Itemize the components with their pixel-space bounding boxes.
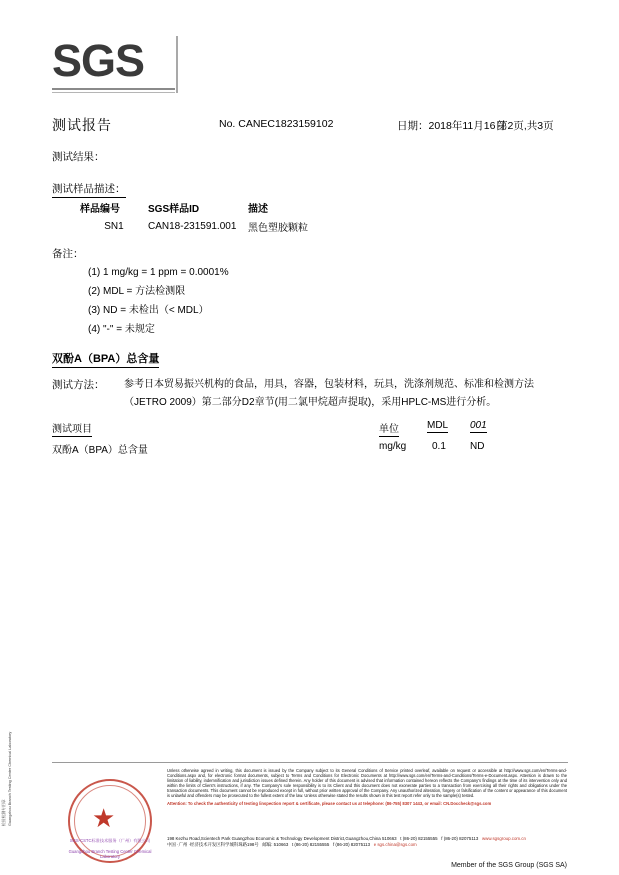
- bpa-section-heading: 双酚A（BPA）总含量: [52, 350, 159, 368]
- address-line-cn: [167, 842, 587, 848]
- member-line: Member of the SGS Group (SGS SA): [451, 862, 567, 869]
- address-en-tel: t (86-20) 82155555: [400, 836, 438, 841]
- cell-test-item: 双酚A（BPA）总含量: [52, 445, 148, 456]
- address-en-fax: f (86-20) 82075113: [441, 836, 479, 841]
- seal-top-text: SGS-CSTC标准技术服务（广州）有限公司: [69, 838, 151, 843]
- legal-disclaimer: [167, 768, 567, 806]
- sgs-logo-text: SGS: [52, 35, 145, 86]
- logo-vertical-bar: [176, 36, 178, 93]
- table-row: [80, 218, 388, 234]
- sample-description-heading: 测试样品描述：: [52, 181, 126, 198]
- seal-vertical-line-3: Guangzhou Branch Testing Center Chemical Laboratory: [8, 731, 12, 826]
- cell-description: 黑色塑胶颗粒: [248, 223, 308, 234]
- cell-sgs-id: CAN18-231591.001: [148, 221, 237, 232]
- list-item: (4) "-" = 未规定: [88, 324, 155, 335]
- address-cn-fax: f (86-20) 82075113: [332, 842, 371, 848]
- table-header-row: [80, 200, 388, 218]
- results-label: 测试结果：: [52, 151, 105, 163]
- test-method-label: 测试方法：: [52, 379, 105, 391]
- footer: [52, 768, 568, 860]
- test-method-text: 参考日本贸易振兴机构的食品，用具，容器，包装材料，玩具，洗涤剂规范、标准和检测方法（JETRO 2009）第二部分D2章节(用二氯甲烷超声提取)，采用HPLC-MS进行分析。: [124, 379, 534, 408]
- address-cn-mail: e sgs.china@sgs.com: [373, 842, 417, 848]
- result-table-row: [52, 441, 542, 457]
- report-date: 日期：2018年11月16日: [397, 120, 506, 132]
- column-header-mdl: MDL: [427, 420, 449, 431]
- seal-vertical-line-2: 检验检测专用章: [2, 799, 6, 826]
- attention-notice: Attention: To check the authenticity of testing /inspection report & certificate, please contact us at telephone: (86-755) 8307 1443, or email: CN.Doccheck@sgs.com: [167, 800, 492, 806]
- column-header-test-item: 测试项目: [52, 420, 92, 437]
- column-header-sgs-id: SGS样品ID: [148, 204, 200, 215]
- address-cn-zip: 邮编: 510663: [262, 842, 289, 848]
- address-en-web: www.sgsgroup.com.cn: [482, 836, 526, 841]
- result-table-header: [52, 420, 542, 436]
- cell-result: ND: [470, 441, 485, 452]
- official-seal-stamp: [62, 776, 154, 868]
- report-page-number: 第2页,共3页: [497, 120, 554, 132]
- remarks-title: 备注：: [52, 248, 84, 260]
- logo-divider: [52, 88, 175, 94]
- cell-sample-no: SN1: [104, 221, 124, 232]
- remarks-list: [88, 263, 229, 339]
- seal-vertical-line-1: [0, 748, 1, 826]
- list-item: (1) 1 mg/kg = 1 ppm = 0.0001%: [88, 267, 229, 278]
- cell-mdl: 0.1: [432, 441, 446, 452]
- column-header-sample-001: 001: [470, 420, 487, 431]
- footer-divider: [52, 762, 568, 763]
- column-header-unit: 单位: [379, 420, 399, 437]
- page-title: 测试报告: [52, 117, 112, 133]
- address-en-text: 198 Kezhu Road,Scientech Park Guangzhou Economic & Technology Development District,Guangzhou,China 510663: [167, 836, 397, 841]
- list-item: (2) MDL = 方法检测限: [88, 286, 186, 297]
- column-header-description: 描述: [248, 204, 268, 215]
- column-header-sample-no: 样品编号: [80, 204, 120, 215]
- sgs-logo: [52, 35, 182, 86]
- report-number: No. CANEC1823159102: [219, 118, 334, 130]
- address-cn-text: 中国 ·广州 ·经济技术开发区科学城科珠路198号: [167, 842, 259, 848]
- list-item: (3) ND = 未检出（< MDL）: [88, 305, 209, 316]
- address-cn-tel: t (86-20) 82155555: [291, 842, 330, 848]
- sample-description-table: [80, 200, 388, 234]
- footer-address: [167, 836, 587, 849]
- seal-bottom-text: Guangzhou Branch Testing Center Chemical Laboratory: [68, 849, 152, 859]
- cell-unit: mg/kg: [379, 441, 407, 452]
- legal-text: Unless otherwise agreed in writing, this document is issued by the Company subject to its General Conditions of Service printed overleaf, available on request or accessible at http://www.sgs.com/en/Terms-and-Conditions.aspx and, for electronic format documents, subject to Terms and Conditions for Electronic Documents at http://www.sgs.com/en/Terms-and-Conditions/Terms-e-Document.aspx. Attention is drawn to the limitation of liability, indemnification and jurisdiction issues defined therein. Any holder of this document is advised that information contained hereon reflects the Company's findings at the time of its intervention only and within the limits of Client's instructions, if any. The Company's sole responsibility is to its Client and this document does not exonerate parties to a transaction from exercising all their rights and obligations under the transaction documents. This document cannot be reproduced except in full, without prior written approval of the Company. Any unauthorized alteration, forgery or falsification of the content or appearance of this document is unlawful and offenders may be prosecuted to the fullest extent of the law. Unless otherwise stated the results shown in this test report refer only to the sample(s) tested.: [167, 768, 567, 799]
